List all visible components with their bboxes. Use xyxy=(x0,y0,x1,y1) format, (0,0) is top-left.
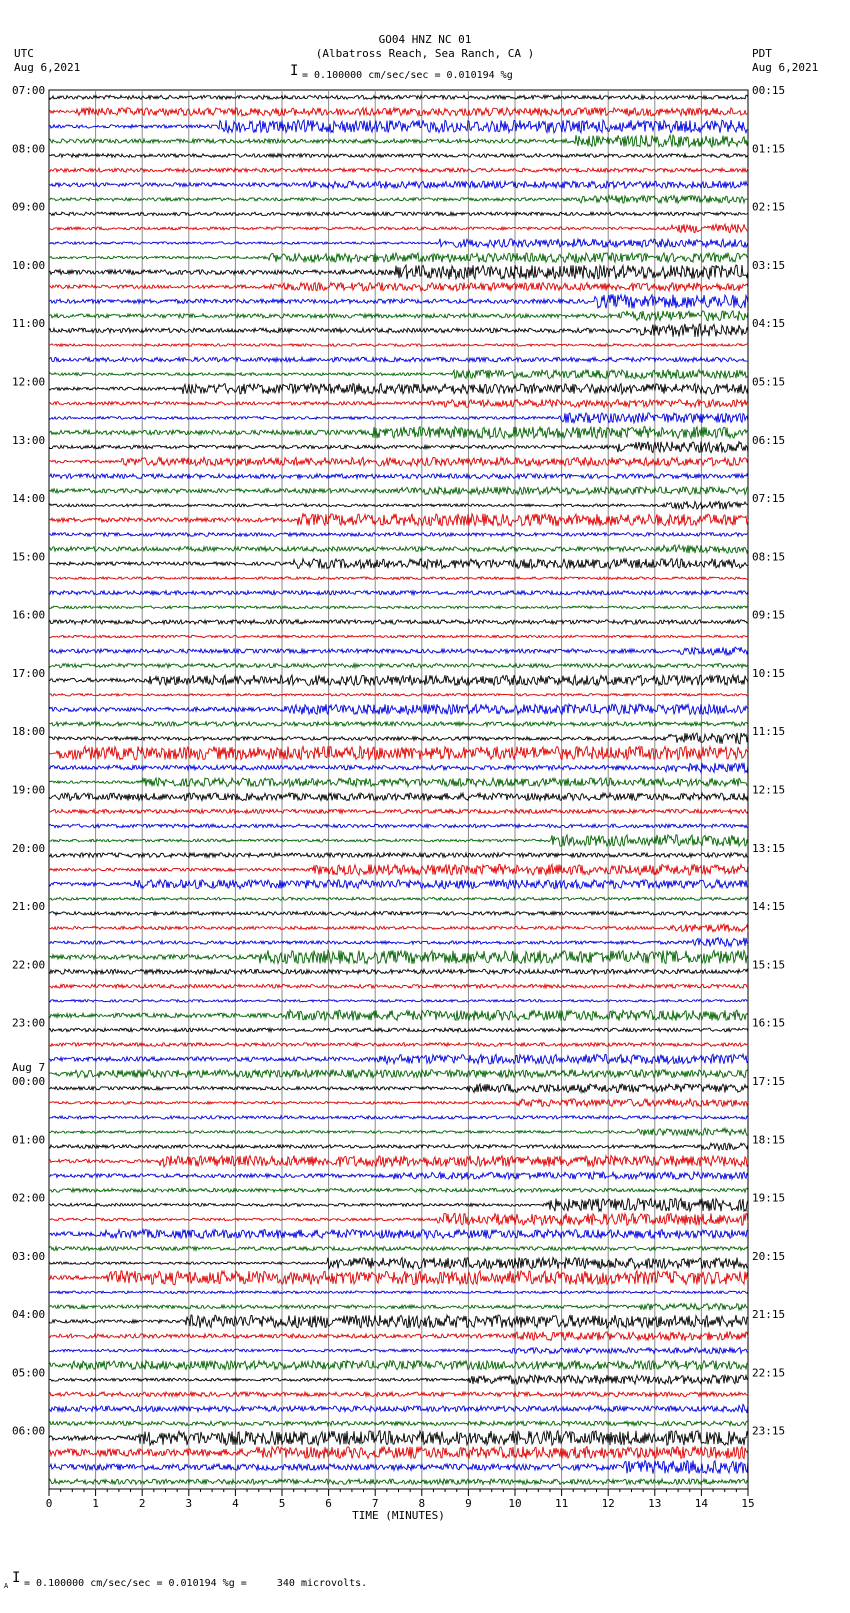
trace-line xyxy=(49,487,748,495)
x-tick-label: 13 xyxy=(648,1497,662,1510)
pdt-hour-label: 20:15 xyxy=(752,1249,786,1263)
utc-hour-label: 20:00 xyxy=(12,841,46,855)
trace-line xyxy=(49,938,748,947)
trace-line xyxy=(49,1304,748,1311)
trace-line xyxy=(49,984,748,988)
trace-line xyxy=(49,311,748,321)
trace-line xyxy=(49,746,748,760)
left-date: Aug 6,2021 xyxy=(14,61,81,74)
trace-line xyxy=(49,514,748,526)
trace-line xyxy=(49,545,748,553)
trace-line xyxy=(49,1315,748,1328)
utc-hour-label: 14:00 xyxy=(12,492,46,506)
trace-line xyxy=(49,400,748,408)
utc-hour-label: 10:00 xyxy=(12,258,46,272)
station-title: GO04 HNZ NC 01 xyxy=(378,33,472,46)
utc-hour-label: 07:00 xyxy=(12,84,46,97)
trace-line xyxy=(49,427,748,439)
utc-hour-label: 16:00 xyxy=(12,608,46,622)
trace-line xyxy=(49,1070,748,1078)
trace-line xyxy=(49,809,748,813)
pdt-hour-label: 04:15 xyxy=(752,317,786,331)
trace-line xyxy=(49,969,748,974)
trace-line xyxy=(49,265,748,279)
trace-line xyxy=(49,1258,748,1269)
trace-line xyxy=(49,620,748,624)
pdt-hour-label: 21:15 xyxy=(752,1308,786,1322)
utc-hour-label: 13:00 xyxy=(12,433,46,447)
x-tick-label: 4 xyxy=(232,1497,239,1510)
utc-hour-label: 12:00 xyxy=(12,375,46,389)
trace-line xyxy=(49,344,748,347)
trace-line xyxy=(49,283,748,291)
trace-line xyxy=(49,1392,748,1397)
trace-line xyxy=(49,778,748,786)
utc-hour-label: 21:00 xyxy=(12,900,46,914)
x-tick-label: 3 xyxy=(185,1497,193,1510)
pdt-hour-label: 19:15 xyxy=(752,1191,786,1205)
trace-line xyxy=(49,591,748,595)
trace-line xyxy=(49,442,748,453)
trace-line xyxy=(49,413,748,423)
utc-hour-label: 08:00 xyxy=(12,142,46,156)
x-tick-label: 15 xyxy=(741,1497,755,1510)
x-tick-label: 6 xyxy=(325,1497,332,1510)
trace-line xyxy=(49,1421,748,1425)
date-change-label: Aug 7 xyxy=(12,1060,46,1074)
pdt-hour-label: 06:15 xyxy=(752,433,786,447)
trace-line xyxy=(49,635,748,637)
trace-line xyxy=(49,239,748,248)
x-tick-label: 14 xyxy=(694,1497,709,1510)
trace-line xyxy=(49,824,748,828)
utc-hour-label: 02:00 xyxy=(12,1191,46,1205)
pdt-hour-label: 14:15 xyxy=(752,900,786,914)
trace-line xyxy=(49,606,748,609)
trace-line xyxy=(49,1271,748,1285)
left-timezone: UTC xyxy=(14,47,34,60)
pdt-hour-label: 18:15 xyxy=(752,1133,786,1147)
trace-line xyxy=(49,950,748,963)
trace-line xyxy=(49,457,748,466)
trace-line xyxy=(49,1461,748,1474)
trace-line xyxy=(49,1188,748,1192)
trace-line xyxy=(49,1361,748,1370)
x-tick-label: 10 xyxy=(508,1497,522,1510)
trace-line xyxy=(49,1332,748,1341)
utc-hour-label: 09:00 xyxy=(12,200,46,214)
trace-line xyxy=(49,880,748,889)
utc-hour-label: 22:00 xyxy=(12,958,46,972)
right-timezone: PDT xyxy=(752,47,772,60)
pdt-hour-label: 11:15 xyxy=(752,725,786,739)
utc-hour-label: 00:00 xyxy=(12,1074,46,1088)
utc-hour-label: 11:00 xyxy=(12,317,46,331)
pdt-hour-label: 03:15 xyxy=(752,258,786,272)
trace-line xyxy=(49,1000,748,1002)
trace-line xyxy=(49,1199,748,1212)
x-tick-label: 7 xyxy=(371,1497,379,1510)
pdt-hour-label: 02:15 xyxy=(752,200,786,214)
trace-line xyxy=(49,181,748,188)
pdt-hour-label: 08:15 xyxy=(752,550,786,564)
trace-line xyxy=(49,253,748,262)
trace-line xyxy=(49,864,748,875)
pdt-hour-label: 05:15 xyxy=(752,375,786,389)
utc-hour-label: 15:00 xyxy=(12,550,46,564)
trace-line xyxy=(49,722,748,726)
trace-line xyxy=(49,370,748,379)
right-date: Aug 6,2021 xyxy=(752,61,819,74)
x-tick-label: 9 xyxy=(465,1497,472,1510)
trace-line xyxy=(49,1143,748,1150)
trace-line xyxy=(49,474,748,479)
trace-line xyxy=(49,1099,748,1107)
pdt-hour-label: 00:15 xyxy=(752,84,786,97)
trace-line xyxy=(49,196,748,204)
trace-line xyxy=(49,168,748,172)
x-axis-label: TIME (MINUTES) xyxy=(352,1509,445,1522)
trace-line xyxy=(49,1431,748,1445)
x-tick-label: 5 xyxy=(278,1497,286,1510)
trace-line xyxy=(49,664,748,668)
utc-hour-label: 05:00 xyxy=(12,1366,46,1380)
trace-line xyxy=(49,1404,748,1413)
trace-line xyxy=(49,108,748,116)
x-tick-label: 2 xyxy=(138,1497,146,1510)
utc-hour-label: 23:00 xyxy=(12,1016,46,1030)
trace-line xyxy=(49,95,748,99)
trace-line xyxy=(49,793,748,801)
footer-scale-bar-icon: I xyxy=(12,1570,21,1586)
pdt-hour-label: 01:15 xyxy=(752,142,786,156)
trace-line xyxy=(49,835,748,846)
trace-line xyxy=(49,912,748,916)
trace-line xyxy=(49,577,748,580)
x-tick-label: 0 xyxy=(45,1497,53,1510)
pdt-hour-label: 22:15 xyxy=(752,1366,786,1380)
trace-line xyxy=(49,1247,748,1251)
trace-line xyxy=(49,924,748,932)
trace-line xyxy=(49,1043,748,1047)
pdt-hour-label: 10:15 xyxy=(752,666,786,680)
utc-hour-label: 06:00 xyxy=(12,1424,46,1438)
trace-line xyxy=(49,1479,748,1484)
trace-line xyxy=(49,704,748,714)
trace-line xyxy=(49,224,748,233)
trace-line xyxy=(49,120,748,133)
trace-line xyxy=(49,1291,748,1294)
trace-line xyxy=(49,1010,748,1021)
station-location: (Albatross Reach, Sea Ranch, CA ) xyxy=(315,47,535,60)
trace-line xyxy=(49,1375,748,1384)
trace-line xyxy=(49,1084,748,1093)
trace-line xyxy=(49,154,748,158)
trace-line xyxy=(49,694,748,696)
scale-text: = 0.100000 cm/sec/sec = 0.010194 %g xyxy=(302,70,513,81)
pdt-hour-label: 12:15 xyxy=(752,783,786,797)
pdt-hour-label: 07:15 xyxy=(752,492,786,506)
trace-line xyxy=(49,384,748,395)
trace-line xyxy=(49,647,748,655)
pdt-hour-label: 15:15 xyxy=(752,958,786,972)
trace-line xyxy=(49,1116,748,1119)
trace-line xyxy=(49,1447,748,1459)
pdt-hour-label: 09:15 xyxy=(752,608,786,622)
pdt-hour-label: 16:15 xyxy=(752,1016,786,1030)
utc-hour-label: 18:00 xyxy=(12,725,46,739)
pdt-hour-label: 23:15 xyxy=(752,1424,786,1438)
trace-line xyxy=(49,763,748,773)
x-tick-label: 12 xyxy=(601,1497,615,1510)
trace-line xyxy=(49,1054,748,1064)
trace-line xyxy=(49,324,748,337)
trace-line xyxy=(49,533,748,537)
trace-line xyxy=(49,853,748,858)
utc-hour-label: 01:00 xyxy=(12,1133,46,1147)
trace-line xyxy=(49,1156,748,1167)
trace-line xyxy=(49,1128,748,1136)
x-tick-label: 8 xyxy=(418,1497,426,1510)
trace-line xyxy=(49,675,748,685)
trace-line xyxy=(49,559,748,569)
footer-marker: A xyxy=(4,1582,9,1590)
trace-line xyxy=(49,897,748,900)
trace-line xyxy=(49,1028,748,1032)
x-tick-label: 1 xyxy=(92,1497,99,1510)
trace-line xyxy=(49,135,748,147)
utc-hour-label: 17:00 xyxy=(12,666,46,680)
trace-line xyxy=(49,1348,748,1354)
trace-line xyxy=(49,733,748,744)
trace-line xyxy=(49,1230,748,1239)
trace-line xyxy=(49,1172,748,1179)
trace-line xyxy=(49,501,748,509)
utc-hour-label: 19:00 xyxy=(12,783,46,797)
utc-hour-label: 03:00 xyxy=(12,1249,46,1263)
pdt-hour-label: 17:15 xyxy=(752,1074,786,1088)
footer-scale-text: = 0.100000 cm/sec/sec = 0.010194 %g = 340 microvolts. xyxy=(24,1578,368,1589)
utc-hour-label: 04:00 xyxy=(12,1308,46,1322)
trace-line xyxy=(49,294,748,308)
trace-line xyxy=(49,212,748,216)
scale-bar-icon: I xyxy=(290,63,299,79)
trace-line xyxy=(49,357,748,362)
x-tick-label: 11 xyxy=(554,1497,569,1510)
trace-line xyxy=(49,1213,748,1225)
pdt-hour-label: 13:15 xyxy=(752,841,786,855)
